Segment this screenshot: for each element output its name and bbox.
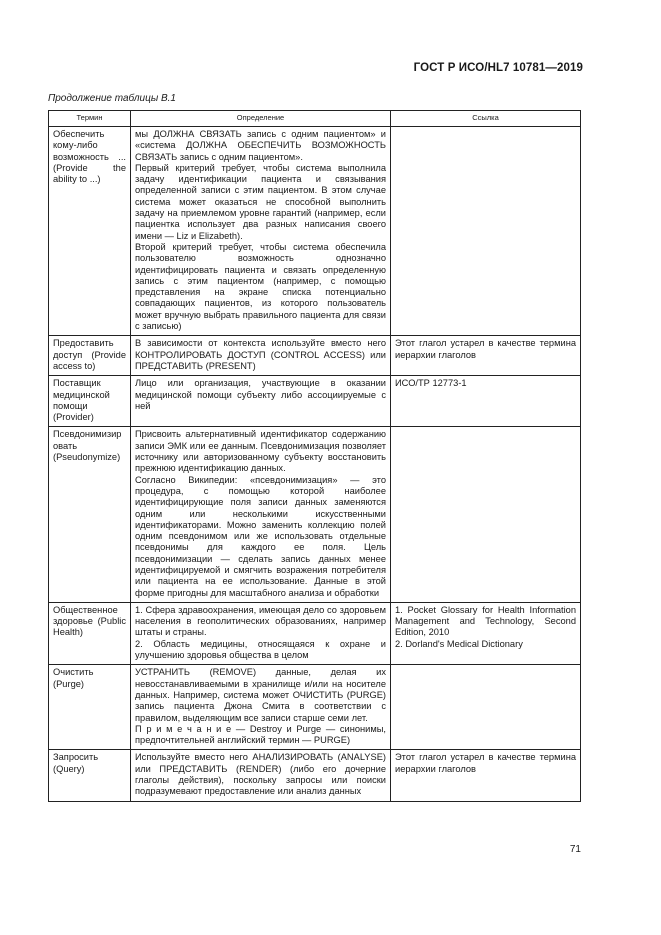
cell-reference [391,602,581,664]
definition-paragraph: УСТРАНИТЬ (REMOVE) данные, делая их невосстанавливаемыми в хранилище и/или на носителе данных. Например, система может ОЧИСТИТЬ (PURGE) запись пациента Джона Смита в соответствии с правилом, выделяющим все записи старше семи лет. [135,667,386,723]
cell-definition [131,127,391,336]
column-header-term: Термин [49,111,131,127]
definition-paragraph: Присвоить альтернативный идентификатор содержанию записи ЭМК или ее данным. Псевдонимизация позволяет источнику или авторизованному субъекту восстановить прежнюю идентификацию данных. [135,429,386,474]
column-header-definition: Определение [131,111,391,127]
term-paragraph: Запросить (Query) [53,752,99,774]
table-row [49,427,581,602]
term-paragraph: Поставщик медицинской помощи (Provider) [53,378,110,423]
cell-definition [131,376,391,427]
definition-paragraph: Первый критерий требует, чтобы система выполнила задачу идентификации пациента и связывания определенной записи с этим пациентом. В этом случае система может оказаться не способной выполнить задачу на приемлемом уровне гарантий (например, если пациентка использует два разных написания своего имени — Liz и Elizabeth). [135,162,386,241]
table-row [49,127,581,336]
definitions-table [48,110,581,802]
page-number: 71 [569,844,581,855]
cell-definition [131,427,391,602]
cell-reference [391,427,581,602]
reference-paragraph: 2. Dorland's Medical Dictionary [395,638,523,649]
table-body [49,127,581,802]
term-paragraph: Псевдонимизировать (Pseudonymize) [53,429,122,463]
term-paragraph: Общественное здоровье (Public Health) [53,604,126,638]
column-header-reference: Ссылка [391,111,581,127]
term-paragraph: Предоставить доступ (Provide access to) [53,338,126,371]
cell-term [49,750,131,801]
cell-reference [391,376,581,427]
cell-definition [131,602,391,664]
definition-paragraph: П р и м е ч а н и е — Destroy и Purge — синонимы, предпочтительней английский термин — PURGE) [135,723,386,746]
term-paragraph: Обеспечить кому-либо возможность ... (Provide the ability to ...) [53,129,126,185]
cell-term [49,376,131,427]
cell-reference [391,665,581,750]
reference-paragraph: ИСО/ТР 12773-1 [395,378,467,389]
document-header: ГОСТ Р ИСО/HL7 10781—2019 [413,62,583,74]
definition-paragraph: мы ДОЛЖНА СВЯЗАТЬ запись с одним пациентом» и «система ДОЛЖНА ОБЕСПЕЧИТЬ ВОЗМОЖНОСТЬ СВЯЗАТЬ запись с одним пациентом». [135,129,386,162]
cell-term [49,602,131,664]
definition-paragraph: Лицо или организация, участвующие в оказании медицинской помощи субъекту либо ассоциируемые с ней [135,378,386,411]
cell-definition [131,665,391,750]
table-row [49,602,581,664]
cell-reference [391,336,581,376]
table-caption: Продолжение таблицы В.1 [48,93,176,104]
cell-term [49,665,131,750]
cell-definition [131,750,391,801]
table-row [49,665,581,750]
reference-paragraph: 1. Pocket Glossary for Health Information Management and Technology, Second Edition, 2010 [395,604,576,638]
table-row [49,336,581,376]
definition-paragraph: 2. Область медицины, относящаяся к охране и улучшению здоровья общества в целом [135,638,386,661]
term-paragraph: Очистить (Purge) [53,667,94,689]
cell-definition [131,336,391,376]
definition-paragraph: 1. Сфера здравоохранения, имеющая дело со здоровьем населения в геополитических образованиях, например штаты и страны. [135,604,386,638]
table-row [49,750,581,801]
reference-paragraph: Этот глагол устарел в качестве термина иерархии глаголов [395,338,576,360]
table-header-row [49,111,581,127]
cell-reference [391,750,581,801]
cell-term [49,336,131,376]
definition-paragraph: В зависимости от контекста используйте вместо него КОНТРОЛИРОВАТЬ ДОСТУП (CONTROL ACCESS) или ПРЕДСТАВИТЬ (PRESENT) [135,338,386,371]
definition-paragraph: Согласно Википедии: «псевдонимизация» — это процедура, с помощью которой наиболее идентифицирующие поля записи данных заменяются одним или несколькими искусственными идентификаторами. Можно заменить коллекцию полей одним псевдонимом или же использовать отдельные псевдонимы для каждого ее поля. Цель псевдонимизации — сделать запись данных менее идентифицируемой и смягчить возражения потребителя или пациента на ее использование. Данные в этой форме пригодны для масштабного анализа и обработки [135,474,386,598]
table-row [49,376,581,427]
definition-paragraph: Второй критерий требует, чтобы система обеспечила пользователю возможность однозначно идентифицировать пациента и связать определенную запись с этим пациентом (например, с помощью представления на экране списка потенциально совпадающих пациентов, из которого пользователь может вручную выбрать правильного пациента для связи с записью) [135,241,386,332]
definition-paragraph: Используйте вместо него АНАЛИЗИРОВАТЬ (ANALYSE) или ПРЕДСТАВИТЬ (RENDER) (либо его дочерние глаголы действия), поскольку запросы или поиски подразумевают предоставление или анализ данных [135,752,386,797]
cell-term [49,427,131,602]
cell-term [49,127,131,336]
cell-reference [391,127,581,336]
reference-paragraph: Этот глагол устарел в качестве термина иерархии глаголов [395,752,576,774]
